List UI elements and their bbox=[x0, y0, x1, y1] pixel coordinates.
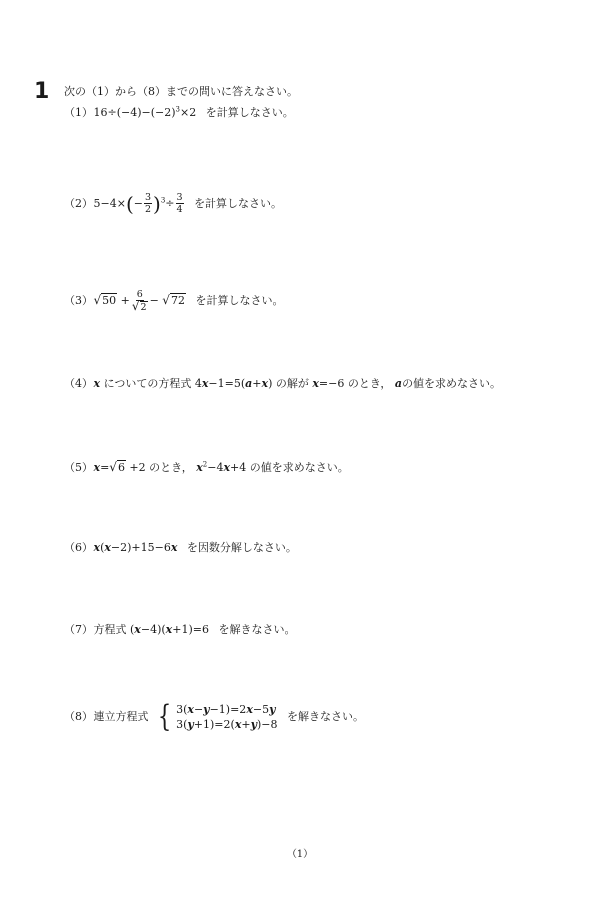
problem-2-expression: 5−4×(− $\frac{3}{2}$ )$^3$÷ $\frac{3}{4}$ bbox=[93, 191, 183, 216]
problem-4-suffix: のとき， bbox=[347, 377, 392, 390]
problem-6-label: （6） bbox=[64, 541, 93, 554]
problem-8-instruction: を解きなさい。 bbox=[287, 710, 365, 723]
problem-1-label: （1） bbox=[64, 106, 93, 119]
problem-7-instruction: を解きなさい。 bbox=[218, 623, 296, 636]
problem-2-label: （2） bbox=[64, 196, 93, 210]
question-number: 1 bbox=[34, 79, 50, 104]
problem-7 bbox=[64, 622, 295, 638]
problem-4-middle: の解が bbox=[275, 377, 309, 390]
problem-5 bbox=[64, 459, 349, 476]
problem-3 bbox=[64, 289, 283, 313]
problem-4-solution: x=−6 bbox=[312, 377, 345, 390]
problem-8-equation-1: 3(x−y−1)=2x−5y bbox=[176, 703, 276, 716]
problem-3-instruction: を計算しなさい。 bbox=[195, 294, 284, 307]
problem-4-equation: 4x−1=5(a+x) bbox=[194, 377, 273, 390]
problem-4: （4） x についての方程式 4x−1=5(a+x) の解が x=−6 のとき， aの値を求めなさい。 bbox=[64, 377, 502, 390]
problem-1-expression: $16\div(-4)-(-2)^3\times 2$ bbox=[93, 105, 197, 119]
problem-7-label: （7） bbox=[64, 623, 93, 636]
problem-3-label: （3） bbox=[64, 294, 93, 307]
problem-8 bbox=[64, 699, 365, 734]
problem-1 bbox=[64, 105, 294, 121]
question-intro: 次の（1）から（8）までの問いに答えなさい。 bbox=[64, 85, 298, 98]
problem-7-equation: (x−4)(x+1)=6 bbox=[130, 623, 209, 636]
problem-1-instruction: を計算しなさい。 bbox=[205, 106, 294, 119]
problem-6-expression: x(x−2)+15−6x bbox=[93, 541, 178, 554]
page-number: （1） bbox=[286, 849, 314, 860]
problem-5-condition: x=√6 +2 bbox=[93, 460, 146, 474]
problem-4-label: （4） bbox=[64, 377, 93, 390]
problem-5-middle: のとき， bbox=[149, 461, 193, 474]
problem-2 bbox=[64, 192, 282, 215]
problem-6 bbox=[64, 540, 297, 556]
problem-5-label: （5） bbox=[64, 461, 93, 474]
problem-2-instruction: を計算しなさい。 bbox=[194, 196, 283, 210]
problem-8-system: { 3(x−y−1)=2x−5y 3(y+1)=2(x+y)−8 bbox=[157, 699, 278, 734]
problem-4-instruction: の値を求めなさい。 bbox=[402, 377, 502, 390]
problem-8-prefix: 連立方程式 bbox=[93, 710, 149, 723]
problem-8-label: （8） bbox=[64, 710, 93, 723]
problem-7-prefix: 方程式 bbox=[93, 623, 127, 636]
problem-5-instruction: の値を求めなさい。 bbox=[249, 461, 349, 474]
problem-8-equation-2: 3(y+1)=2(x+y)−8 bbox=[176, 718, 278, 731]
problem-6-instruction: を因数分解しなさい。 bbox=[186, 541, 297, 554]
problem-4-prefix: についての方程式 bbox=[103, 377, 192, 390]
problem-5-expression: $x^2-4x+4$ bbox=[196, 460, 247, 474]
problem-3-expression: √50 + $\frac{6}{√2}$ − √72 bbox=[93, 289, 185, 313]
